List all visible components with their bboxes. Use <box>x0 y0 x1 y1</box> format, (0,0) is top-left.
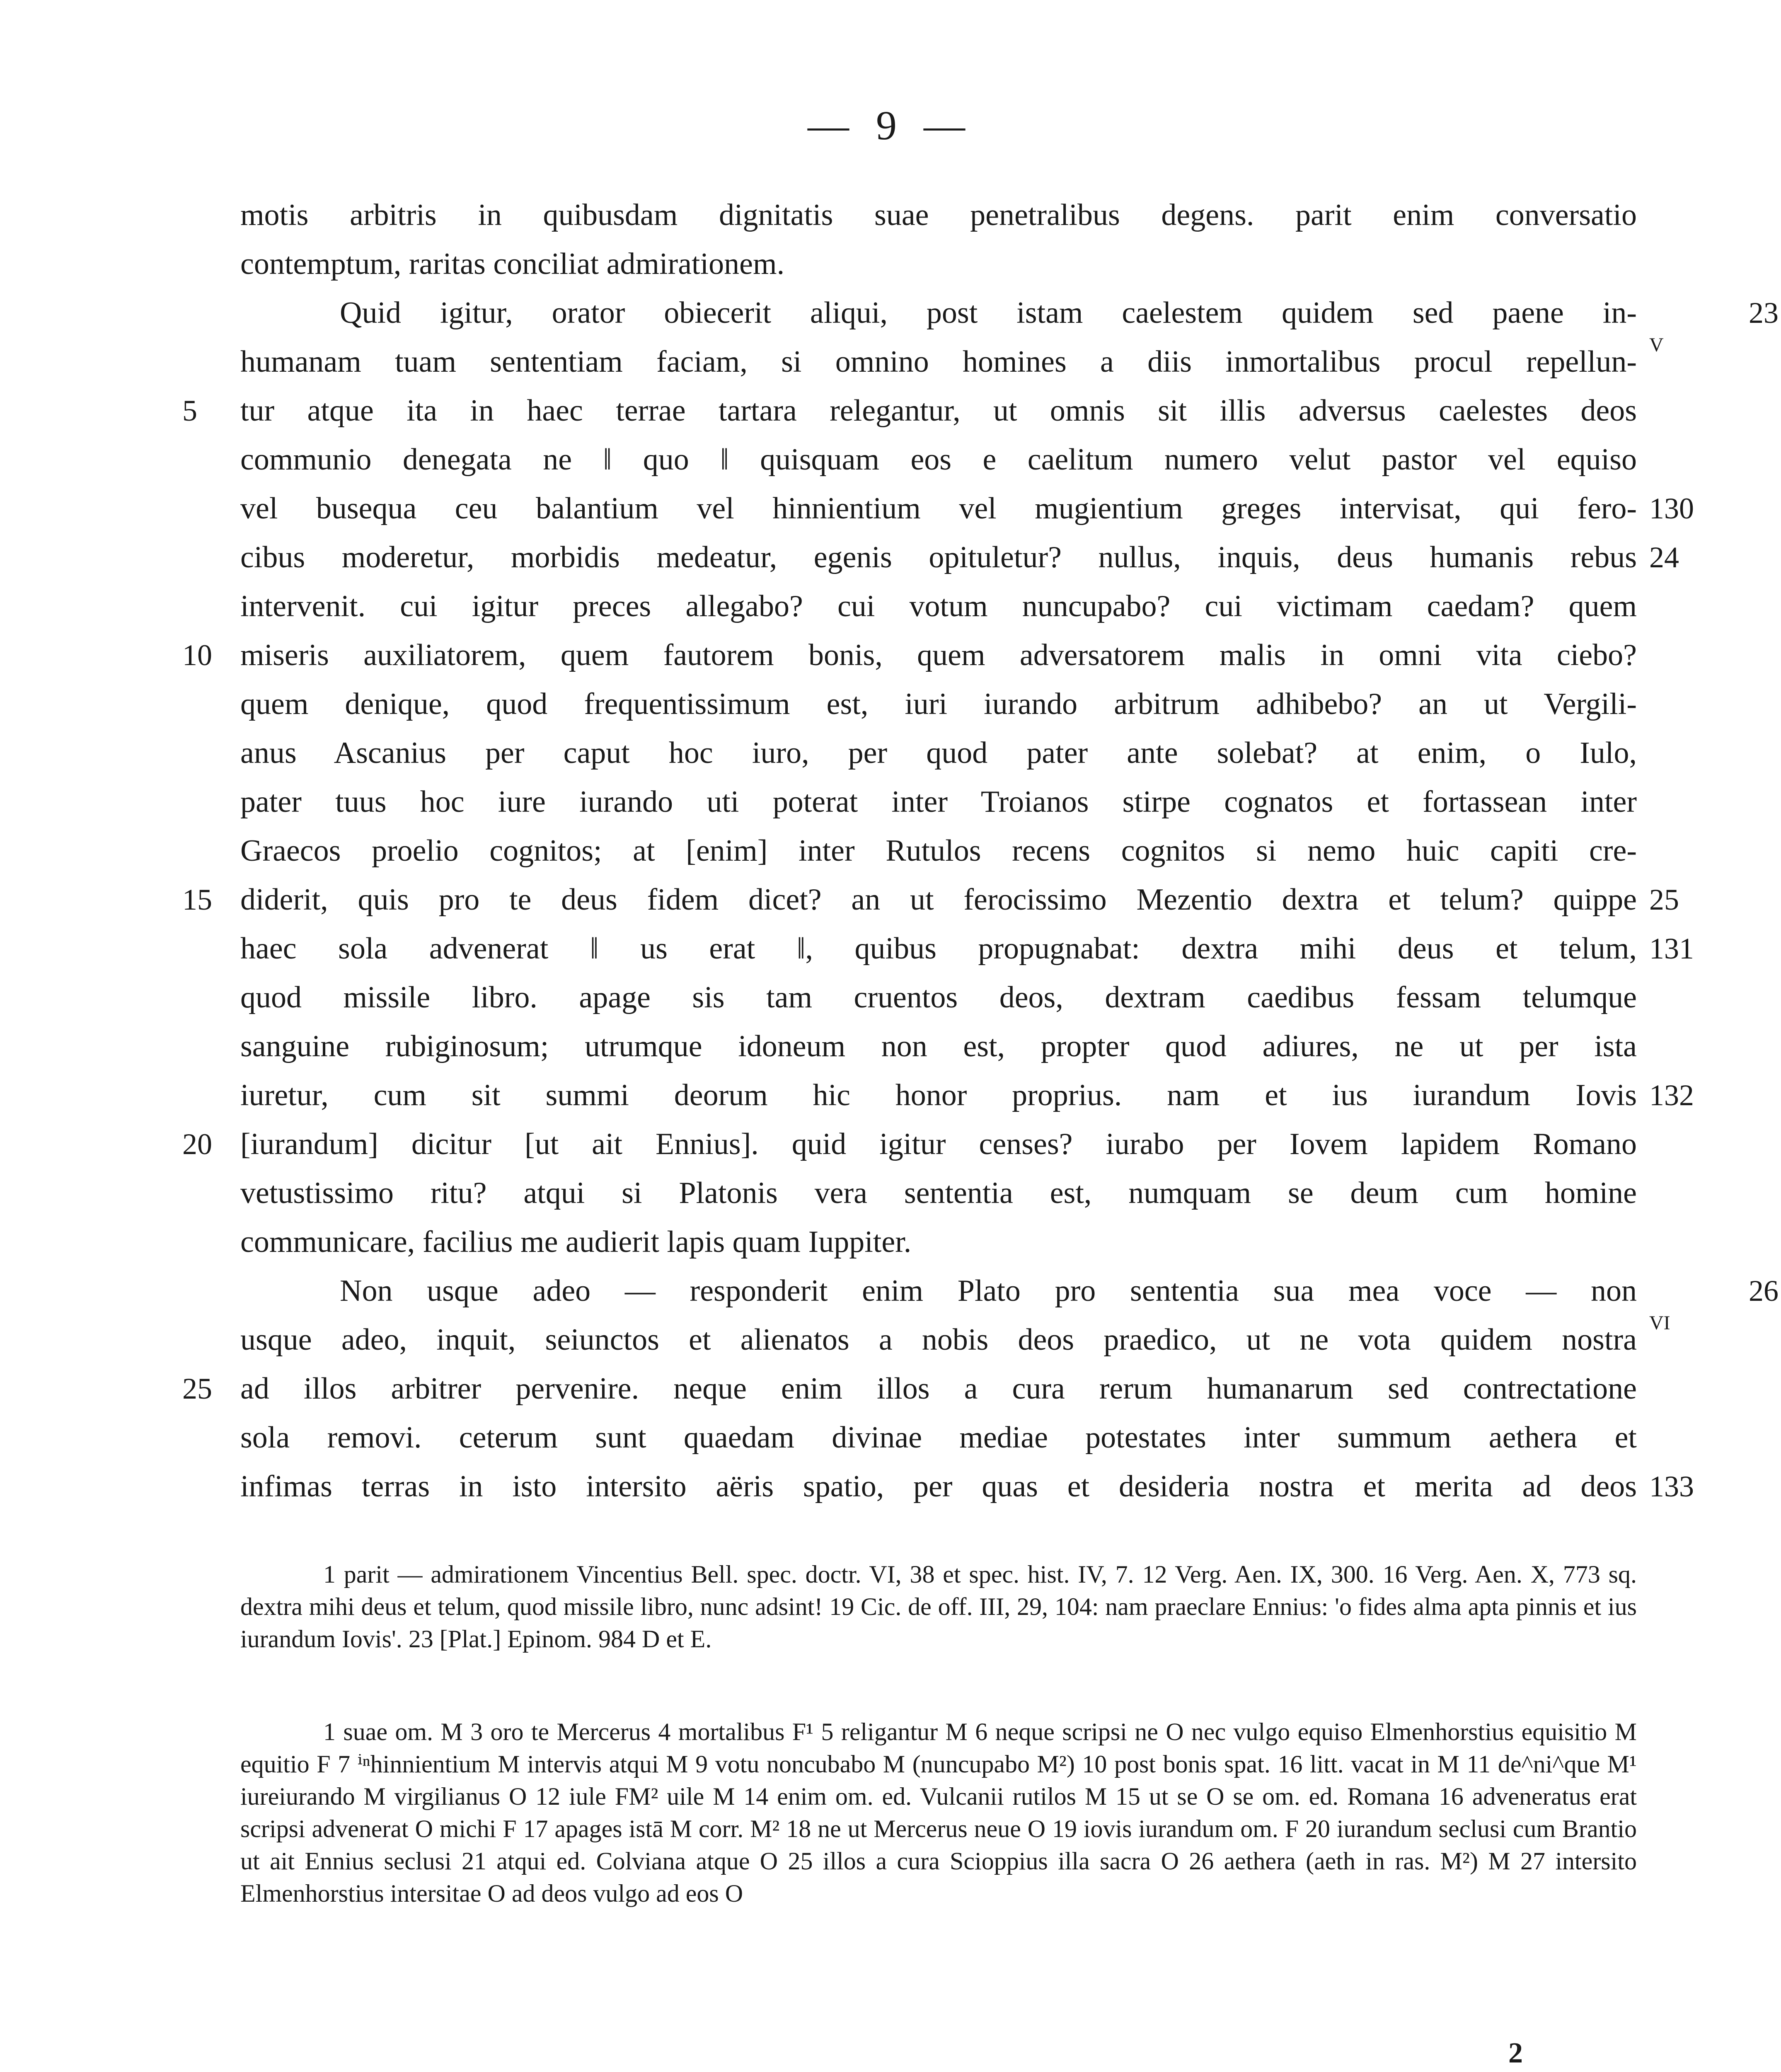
margin-number: V <box>1649 334 1664 356</box>
line-text: diderit, quis pro te deus fidem dicet? an ut ferocissimo Mezentio dextra et telum? quippe <box>240 883 1637 917</box>
text-line <box>240 1462 1694 1511</box>
margin-number: VI <box>1649 1312 1670 1334</box>
line-text: Quid igitur, orator obiecerit aliqui, post istam caelestem quidem sed paene in- <box>340 296 1637 330</box>
line-text: iuretur, cum sit summi deorum hic honor proprius. nam et ius iurandum Iovis <box>240 1078 1637 1112</box>
main-text <box>182 191 1779 1511</box>
text-line <box>240 1413 1637 1462</box>
line-text: [iurandum] dicitur [ut ait Ennius]. quid igitur censes? iurabo per Iovem lapidem Romano <box>240 1127 1637 1161</box>
line-text: infimas terras in isto intersito aëris spatio, per quas et desideria nostra et merita ad deos <box>240 1469 1637 1503</box>
line-text: communicare, facilius me audierit lapis quam Iuppiter. <box>240 1225 912 1259</box>
signature-mark: 2 <box>1508 2037 1523 2069</box>
margin-number: 25 <box>1649 883 1679 916</box>
line-number: 10 <box>182 639 212 672</box>
line-text: quem denique, quod frequentissimum est, iuri iurando arbitrum adhibebo? an ut Vergili- <box>240 687 1637 721</box>
text-line <box>240 777 1637 826</box>
line-text: Graecos proelio cognitos; at [enim] inter Rutulos recens cognitos si nemo huic capiti cre- <box>240 834 1637 868</box>
line-text: sola removi. ceterum sunt quaedam divinae mediae potestates inter summum aethera et <box>240 1421 1637 1455</box>
line-number: 15 <box>182 883 212 916</box>
page-number: — 9 — <box>808 102 973 148</box>
text-line <box>182 386 1637 435</box>
text-line <box>240 582 1637 631</box>
text-line <box>240 1169 1637 1218</box>
margin-number: 130 <box>1649 492 1694 525</box>
line-text: intervenit. cui igitur preces allegabo? cui votum nuncupabo? cui victimam caedam? quem <box>240 589 1637 623</box>
text-line <box>240 1022 1637 1071</box>
line-text: pater tuus hoc iure iurando uti poterat inter Troianos stirpe cognatos et fortassean inter <box>240 785 1637 819</box>
text-line <box>240 826 1637 875</box>
line-text: haec sola advenerat ‖ us erat ‖, quibus propugnabat: dextra mihi deus et telum, <box>240 932 1637 966</box>
text-line <box>240 533 1679 582</box>
text-line <box>240 680 1637 729</box>
text-line <box>240 240 1637 288</box>
line-number: 20 <box>182 1128 212 1161</box>
margin-number: 26 <box>1749 1274 1779 1307</box>
line-text: tur atque ita in haec terrae tartara relegantur, ut omnis sit illis adversus caelestes deos <box>240 394 1637 428</box>
text-line <box>240 288 1779 337</box>
line-text: motis arbitris in quibusdam dignitatis suae penetralibus degens. parit enim conversatio <box>240 198 1637 232</box>
line-text: contemptum, raritas conciliat admirationem. <box>240 247 785 281</box>
margin-number: 24 <box>1649 541 1679 574</box>
line-text: humanam tuam sententiam faciam, si omnino homines a diis inmortalibus procul repellun- <box>240 345 1637 379</box>
text-line <box>182 875 1679 924</box>
footnotes-apparatus <box>240 1716 1637 1910</box>
margin-number: 131 <box>1649 932 1694 965</box>
line-text: communio denegata ne ‖ quo ‖ quisquam eos e caelitum numero velut pastor vel equiso <box>240 443 1637 477</box>
line-text: anus Ascanius per caput hoc iuro, per quod pater ante solebat? at enim, o Iulo, <box>240 736 1637 770</box>
text-line <box>182 1364 1637 1413</box>
margin-number: 133 <box>1649 1470 1694 1503</box>
line-text: miseris auxiliatorem, quem fautorem bonis, quem adversatorem malis in omni vita ciebo? <box>240 638 1637 672</box>
text-line <box>182 1120 1637 1169</box>
text-line <box>240 924 1694 973</box>
text-line <box>240 1266 1779 1315</box>
line-number: 5 <box>182 394 197 427</box>
margin-number: 132 <box>1649 1079 1694 1112</box>
text-line <box>240 729 1637 777</box>
text-line <box>240 1312 1670 1364</box>
line-text: quod missile libro. apage sis tam cruentos deos, dextram caedibus fessam telumque <box>240 980 1637 1014</box>
footnote-apparatus-text: 1 suae om. M 3 oro te Mercerus 4 mortalibus F¹ 5 religantur M 6 neque scripsi ne O nec vulgo equiso Elmenhorstius equisitio M equitio F 7 ⁱⁿhinnientium M intervis atqui M 9 votu noncubabo M (nuncupabo M²) 10 post bonis spat. 16 litt. vacat in M 11 de^ni^que M¹ iureiurando M virgilianus O 12 iule FM² uile M 14 enim om. ed. Vulcanii rutilos M 15 ut se O se om. ed. Romana 16 adveneratus erat scripsi advenerat O michi F 17 apages istā M corr. M² 18 ne ut Mercerus neue O 19 iovis iurandum om. F 20 iurandum seclusi cum Brantio ut ait Ennius seclusi 21 atqui ed. Colviana atque O 25 illos a cura Scioppius illa sacra O 26 aethera (aeth in ras. M²) M 27 intersito Elmenhorstius intersitae O ad deos vulgo ad eos O <box>240 1718 1637 1907</box>
text-line <box>240 1071 1694 1120</box>
footnote-sources-text: 1 parit — admirationem Vincentius Bell. spec. doctr. VI, 38 et spec. hist. IV, 7. 12 Verg. Aen. IX, 300. 16 Verg. Aen. X, 773 sq. dextra mihi deus et telum, quod missile libro, nunc adsint! 19 Cic. de off. III, 29, 104: nam praeclare Ennius: 'o fides alma apta pinnis et ius iurandum Iovis'. 23 [Plat.] Epinom. 984 D et E. <box>240 1561 1637 1653</box>
footnotes-sources <box>240 1558 1637 1655</box>
line-text: ad illos arbitrer pervenire. neque enim illos a cura rerum humanarum sed contrectatione <box>240 1372 1637 1406</box>
line-text: usque adeo, inquit, seiunctos et alienatos a nobis deos praedico, ut ne vota quidem nostra <box>240 1323 1637 1357</box>
text-line <box>240 1218 1637 1266</box>
text-line <box>240 191 1637 240</box>
text-line <box>240 484 1694 533</box>
text-line <box>240 334 1664 386</box>
text-line <box>182 631 1637 680</box>
line-text: sanguine rubiginosum; utrumque idoneum non est, propter quod adiures, ne ut per ista <box>240 1029 1637 1063</box>
line-number: 25 <box>182 1372 212 1405</box>
text-line <box>240 973 1637 1022</box>
margin-number: 23 <box>1749 296 1779 329</box>
line-text: cibus moderetur, morbidis medeatur, egenis opituletur? nullus, inquis, deus humanis rebus <box>240 540 1637 574</box>
line-text: vetustissimo ritu? atqui si Platonis vera sententia est, numquam se deum cum homine <box>240 1176 1637 1210</box>
line-text: Non usque adeo — responderit enim Plato pro sententia sua mea voce — non <box>340 1274 1637 1308</box>
line-text: vel busequa ceu balantium vel hinnientium vel mugientium greges intervisat, qui fero- <box>240 491 1637 525</box>
text-line <box>240 435 1637 484</box>
